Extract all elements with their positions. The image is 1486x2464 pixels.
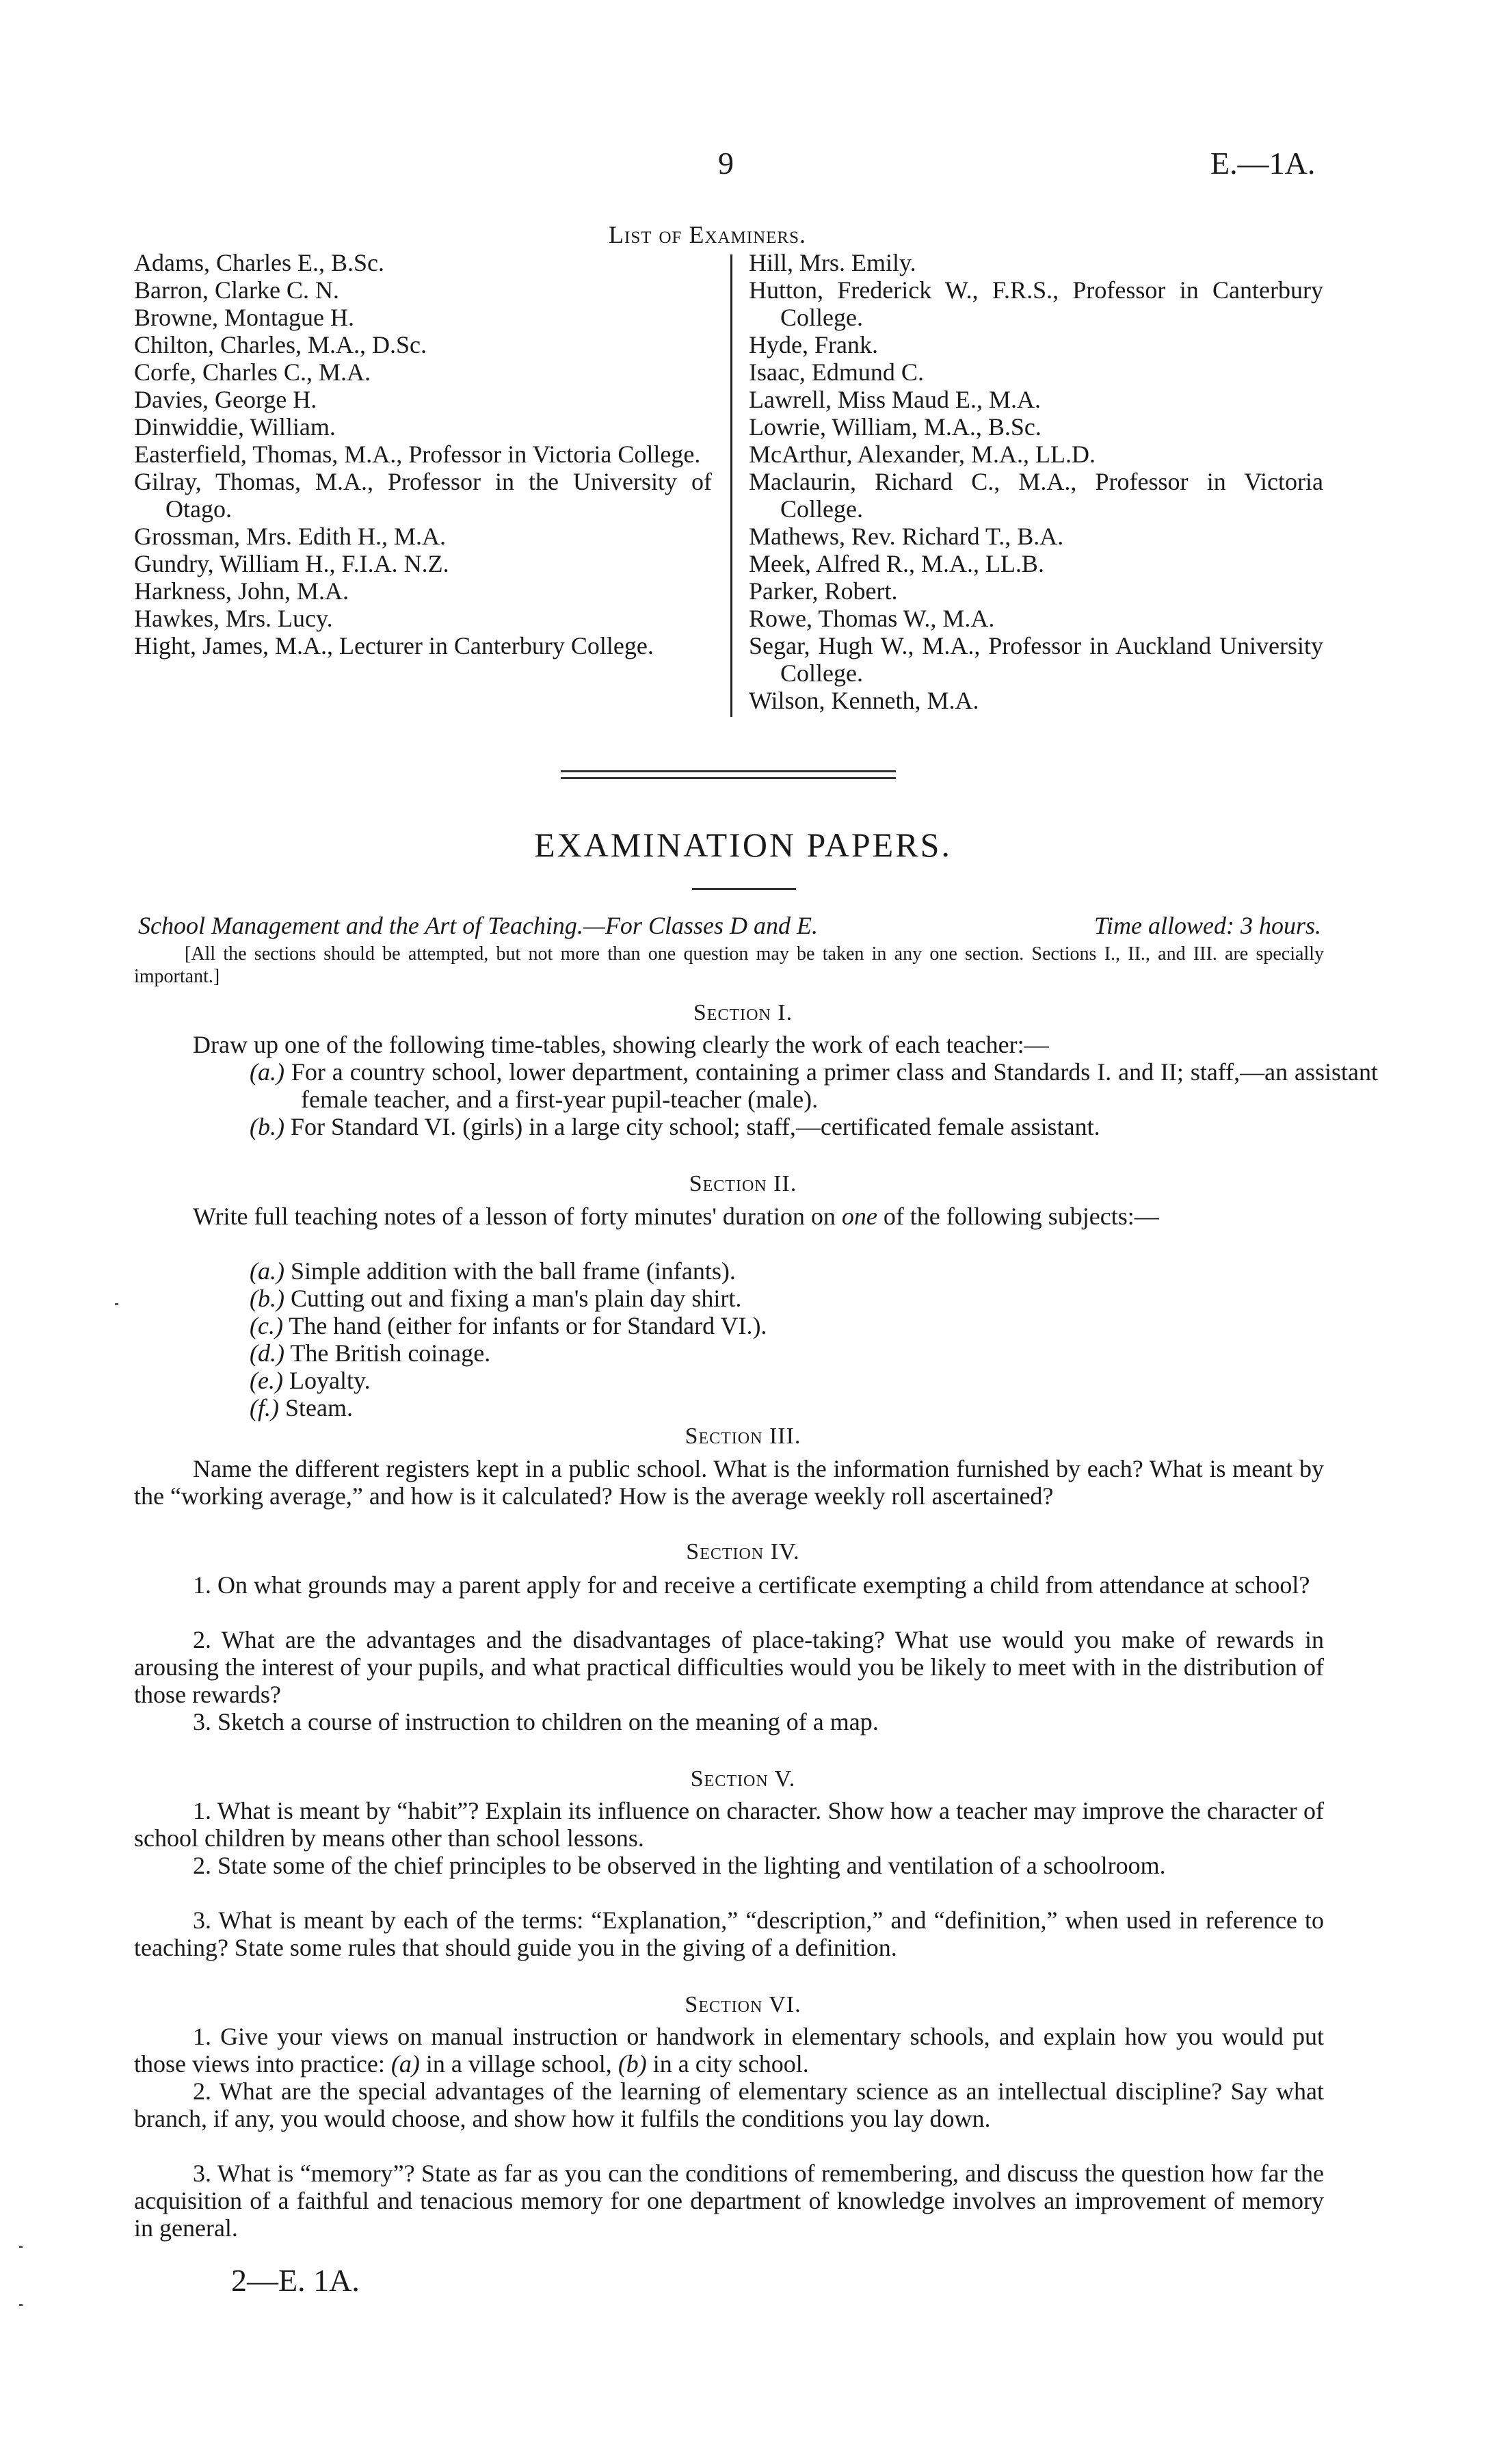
examiner-entry: Hight, James, M.A., Lecturer in Canterbury College. xyxy=(134,632,654,659)
examiner-entry: Corfe, Charles C., M.A. xyxy=(134,358,371,386)
examiner-entry: Barron, Clarke C. N. xyxy=(134,276,339,304)
examiner-entry: Grossman, Mrs. Edith H., M.A. xyxy=(134,523,446,550)
column-divider xyxy=(730,254,732,717)
option-label: (a.) xyxy=(250,1257,284,1285)
option-text: Cutting out and fixing a man's plain day shirt. xyxy=(290,1285,742,1312)
page-footer-signature: 2—E. 1A. xyxy=(231,2263,360,2298)
examiner-entry: Segar, Hugh W., M.A., Professor in Auckland University College. xyxy=(749,632,1323,687)
scan-mark xyxy=(115,1303,118,1305)
paper-title: School Management and the Art of Teaching.—For Classes D and E. xyxy=(138,912,818,939)
option-text: For Standard VI. (girls) in a large city school; staff,—certificated female assistant. xyxy=(290,1113,1100,1140)
examiner-entry: Hill, Mrs. Emily. xyxy=(749,249,916,276)
section-4-question-1: 1. On what grounds may a parent apply for and receive a certificate exempting a child from attendance at school? xyxy=(193,1571,1310,1599)
section-6-question-3: 3. What is “memory”? State as far as you can the conditions of remembering, and discuss the question how far the acquisition of a faithful and tenacious memory for one department of knowledge involves an improvement of memory in general. xyxy=(134,2160,1324,2242)
scan-mark xyxy=(19,2304,23,2306)
title-rule xyxy=(692,888,796,890)
question-text: in a village school, xyxy=(419,2050,618,2078)
section-5-heading: Section V. xyxy=(690,1766,796,1792)
section-4-question-3: 3. Sketch a course of instruction to children on the meaning of a map. xyxy=(193,1708,879,1735)
examiner-entry: Harkness, John, M.A. xyxy=(134,577,349,605)
section-6-question-1 xyxy=(134,2023,1324,2078)
paper-title-line xyxy=(138,911,1321,940)
examiner-entry: Adams, Charles E., B.Sc. xyxy=(134,249,384,276)
section-2-heading: Section II. xyxy=(689,1171,797,1196)
examiners-right-column xyxy=(749,249,1323,714)
section-1-intro: Draw up one of the following time-tables, showing clearly the work of each teacher:— xyxy=(193,1031,1049,1058)
option-label: (b.) xyxy=(250,1113,284,1140)
option-label: (d.) xyxy=(250,1339,284,1367)
option-label: (c.) xyxy=(250,1312,283,1339)
section-2-option-b xyxy=(250,1285,1378,1312)
section-1-heading: Section I. xyxy=(693,1000,793,1025)
section-3-heading: Section III. xyxy=(685,1424,801,1449)
examiner-entry: Hyde, Frank. xyxy=(749,331,878,358)
section-2-option-a xyxy=(250,1257,1378,1285)
option-text: For a country school, lower department, containing a primer class and Standards I. and II; staff,—an assistant female teacher, and a first-year pupil-teacher (male). xyxy=(291,1058,1378,1113)
question-text: 1. Give your views on manual instruction or handwork in elementary schools, and explain how you would put those views into practice: xyxy=(134,2023,1324,2078)
document-reference: E.—1A. xyxy=(1210,146,1316,181)
examiner-entry: Gundry, William H., F.I.A. N.Z. xyxy=(134,550,449,577)
option-label: (e.) xyxy=(250,1367,283,1394)
option-text: Steam. xyxy=(284,1394,353,1421)
section-4-question-2: 2. What are the advantages and the disadvantages of place-taking? What use would you make of rewards in arousing the interest of your pupils, and what practical difficulties would you be likely to meet with in the distribution of those rewards? xyxy=(134,1626,1324,1708)
intro-emphasis: one xyxy=(841,1203,877,1230)
option-label: (a.) xyxy=(250,1058,284,1086)
section-1-option-b xyxy=(250,1113,1378,1140)
paper-instructions: [All the sections should be attempted, but not more than one question may be taken in any one section. Sections I., II., and III. are specially important.] xyxy=(134,943,1324,987)
option-label: (b.) xyxy=(250,1285,284,1312)
option-text: Simple addition with the ball frame (infants). xyxy=(290,1257,736,1285)
question-text: in a city school. xyxy=(646,2050,809,2078)
examiner-entry: Isaac, Edmund C. xyxy=(749,358,924,386)
section-2-option-f xyxy=(250,1394,1378,1421)
examiner-entry: McArthur, Alexander, M.A., LL.D. xyxy=(749,441,1096,468)
examiner-entry: Chilton, Charles, M.A., D.Sc. xyxy=(134,331,427,358)
examiner-entry: Gilray, Thomas, M.A., Professor in the University of Otago. xyxy=(134,468,712,523)
examiner-entry: Browne, Montague H. xyxy=(134,304,354,331)
section-2-option-e xyxy=(250,1367,1378,1394)
examiner-entry: Davies, George H. xyxy=(134,386,317,413)
option-label: (f.) xyxy=(250,1394,279,1421)
option-text: The British coinage. xyxy=(290,1339,491,1367)
intro-text: of the following subjects:— xyxy=(877,1203,1159,1230)
examiner-entry: Meek, Alfred R., M.A., LL.B. xyxy=(749,550,1044,577)
page-title: EXAMINATION PAPERS. xyxy=(534,826,952,864)
examiner-entry: Rowe, Thomas W., M.A. xyxy=(749,605,995,632)
examiner-entry: Easterfield, Thomas, M.A., Professor in Victoria College. xyxy=(134,441,701,468)
section-5-question-1: 1. What is meant by “habit”? Explain its influence on character. Show how a teacher may improve the character of school children by means other than school lessons. xyxy=(134,1797,1324,1852)
section-1-option-a xyxy=(250,1058,1378,1113)
examiner-entry: Mathews, Rev. Richard T., B.A. xyxy=(749,523,1064,550)
section-6-question-2: 2. What are the special advantages of the learning of elementary science as an intellectual discipline? Say what branch, if any, you would choose, and show how it fulfils the conditions you lay down. xyxy=(134,2078,1324,2132)
examiners-list-title: List of Examiners. xyxy=(609,221,807,248)
examiner-entry: Hawkes, Mrs. Lucy. xyxy=(134,605,333,632)
examiner-entry: Wilson, Kenneth, M.A. xyxy=(749,687,979,714)
option-text: The hand (either for infants or for Standard VI.). xyxy=(289,1312,767,1339)
examiner-entry: Hutton, Frederick W., F.R.S., Professor in Canterbury College. xyxy=(749,276,1323,331)
section-6-heading: Section VI. xyxy=(685,1992,801,2017)
examiner-entry: Parker, Robert. xyxy=(749,577,898,605)
divider-rule xyxy=(561,770,896,772)
examiners-left-column xyxy=(134,249,712,659)
intro-text: Write full teaching notes of a lesson of forty minutes' duration on xyxy=(193,1203,842,1230)
scan-mark xyxy=(19,2246,23,2248)
section-2-intro xyxy=(134,1203,1324,1230)
section-5-question-2: 2. State some of the chief principles to be observed in the lighting and ventilation of a schoolroom. xyxy=(193,1852,1166,1879)
examiner-entry: Maclaurin, Richard C., M.A., Professor in Victoria College. xyxy=(749,468,1323,523)
question-emphasis: (b) xyxy=(618,2050,647,2078)
section-4-heading: Section IV. xyxy=(686,1539,800,1564)
examiner-entry: Dinwiddie, William. xyxy=(134,413,336,441)
section-5-question-3: 3. What is meant by each of the terms: “Explanation,” “description,” and “definition,” when used in reference to teaching? State some rules that should guide you in the giving of a definition. xyxy=(134,1906,1324,1961)
time-allowed: Time allowed: 3 hours. xyxy=(1093,912,1321,939)
divider-rule xyxy=(561,777,896,779)
section-2-option-c xyxy=(250,1312,1378,1339)
section-3-question: Name the different registers kept in a public school. What is the information furnished by each? What is meant by the “working average,” and how is it calculated? How is the average weekly roll ascertained? xyxy=(134,1455,1324,1510)
question-emphasis: (a) xyxy=(390,2050,420,2078)
examiner-entry: Lowrie, William, M.A., B.Sc. xyxy=(749,413,1041,441)
examiner-entry: Lawrell, Miss Maud E., M.A. xyxy=(749,386,1041,413)
page-number: 9 xyxy=(718,146,734,181)
section-2-option-d xyxy=(250,1339,1378,1367)
option-text: Loyalty. xyxy=(289,1367,371,1394)
